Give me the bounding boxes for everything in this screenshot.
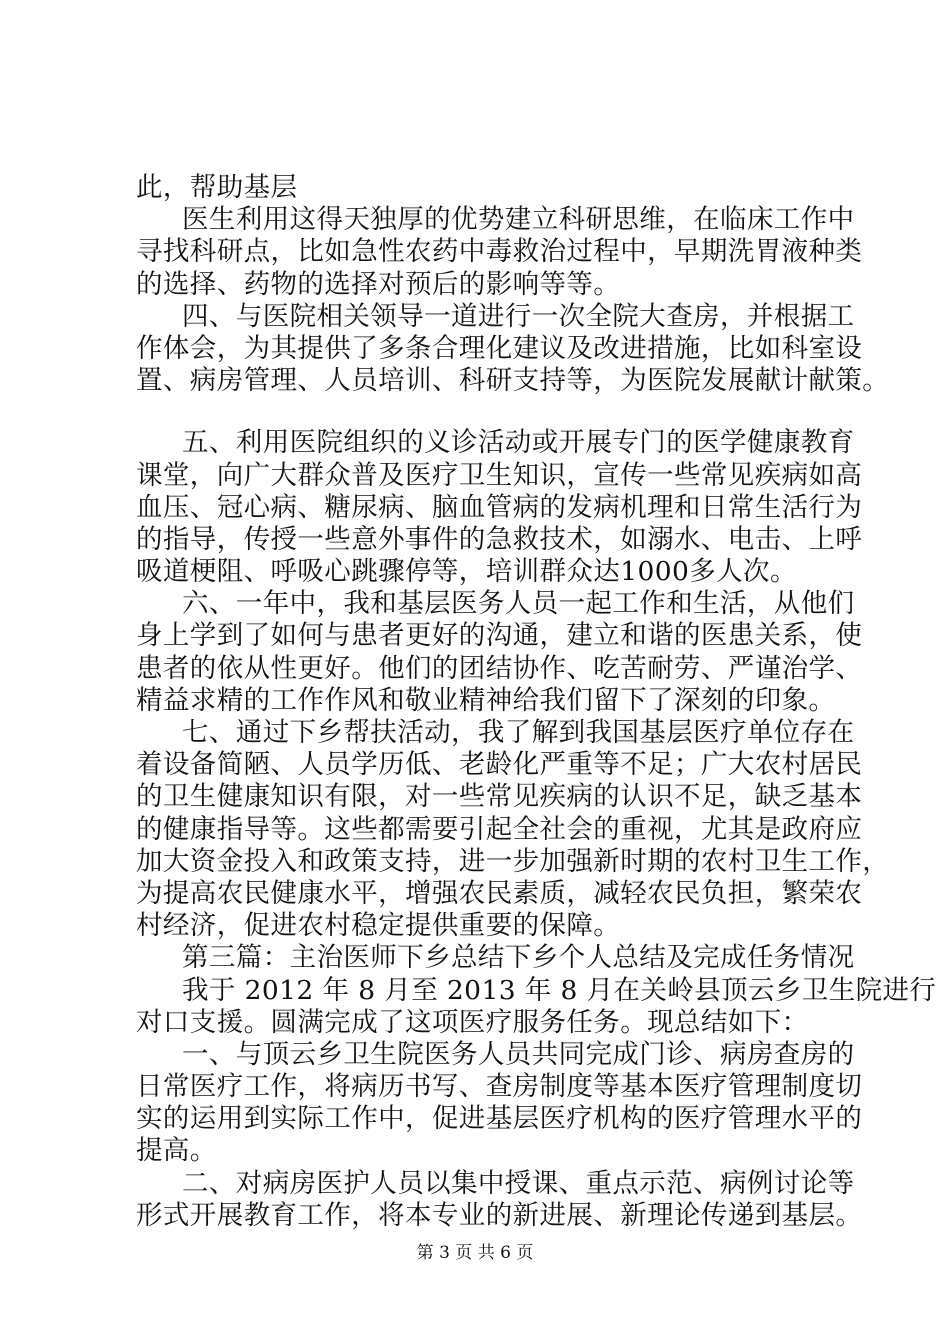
body-text: [136, 172, 937, 1232]
text-line: 置、病房管理、人员培训、科研支持等，为医院发展献计献策。: [136, 365, 890, 397]
text-line: 作体会，为其提供了多条合理化建议及改进措施，比如科室设: [136, 332, 863, 364]
text-line: 为提高农民健康水平，增强农民素质，减轻农民负担，繁荣农: [136, 877, 863, 909]
text-line: 血压、冠心病、糖尿病、脑血管病的发病机理和日常生活行为: [136, 491, 863, 523]
text-line: 的指导，传授一些意外事件的急救技术，如溺水、电击、上呼: [136, 523, 863, 555]
text-line: 寻找科研点，比如急性农药中毒救治过程中，早期洗胃液种类: [136, 236, 863, 268]
text-line: 的卫生健康知识有限，对一些常见疾病的认识不足，缺乏基本: [136, 781, 863, 813]
text-line: 对口支援。圆满完成了这项医疗服务任务。现总结如下：: [136, 1006, 809, 1038]
text-line: 课堂，向广大群众普及医疗卫生知识，宣传一些常见疾病如高: [136, 459, 863, 491]
text-line: 日常医疗工作，将病历书写、查房制度等基本医疗管理制度切: [136, 1071, 863, 1103]
text-line: 着设备简陋、人员学历低、老龄化严重等不足；广大农村居民: [136, 749, 863, 781]
text-line: 村经济，促进农村稳定提供重要的保障。: [136, 910, 621, 942]
text-line: 一、与顶云乡卫生院医务人员共同完成门诊、病房查房的: [182, 1038, 855, 1070]
text-line: 四、与医院相关领导一道进行一次全院大查房，并根据工: [182, 300, 855, 332]
text-line: 此，帮助基层: [136, 172, 298, 203]
text-line: 形式开展教育工作，将本专业的新进展、新理论传递到基层。: [136, 1199, 863, 1231]
text-line: 患者的依从性更好。他们的团结协作、吃苦耐劳、严谨治学、: [136, 652, 863, 684]
section-heading: 第三篇：主治医师下乡总结下乡个人总结及完成任务情况: [182, 942, 855, 974]
text-line: 身上学到了如何与患者更好的沟通，建立和谐的医患关系，使: [136, 620, 863, 652]
text-line: 二、对病房医护人员以集中授课、重点示范、病例讨论等: [182, 1167, 855, 1199]
text-line: 加大资金投入和政策支持，进一步加强新时期的农村卫生工作，: [136, 845, 890, 877]
text-line: 实的运用到实际工作中，促进基层医疗机构的医疗管理水平的: [136, 1103, 863, 1135]
text-line: 医生利用这得天独厚的优势建立科研思维，在临床工作中: [182, 204, 855, 236]
text-line: 五、利用医院组织的义诊活动或开展专门的医学健康教育: [182, 427, 855, 459]
text-line: 提高。: [136, 1135, 217, 1167]
page-number-footer: 第 3 页 共 6 页: [416, 1243, 534, 1263]
text-line: 我于 2012 年 8 月至 2013 年 8 月在关岭县顶云乡卫生院进行: [182, 974, 937, 1006]
text-line: 六、一年中，我和基层医务人员一起工作和生活，从他们: [182, 588, 855, 620]
text-line: 的选择、药物的选择对预后的影响等等。: [136, 268, 621, 300]
paragraph-gap: [136, 397, 836, 427]
text-line: 的健康指导等。这些都需要引起全社会的重视，尤其是政府应: [136, 813, 863, 845]
text-line: 精益求精的工作作风和敬业精神给我们留下了深刻的印象。: [136, 684, 836, 716]
text-line: 吸道梗阻、呼吸心跳骤停等，培训群众达1000多人次。: [136, 556, 797, 588]
text-line: 七、通过下乡帮扶活动，我了解到我国基层医疗单位存在: [182, 717, 855, 748]
